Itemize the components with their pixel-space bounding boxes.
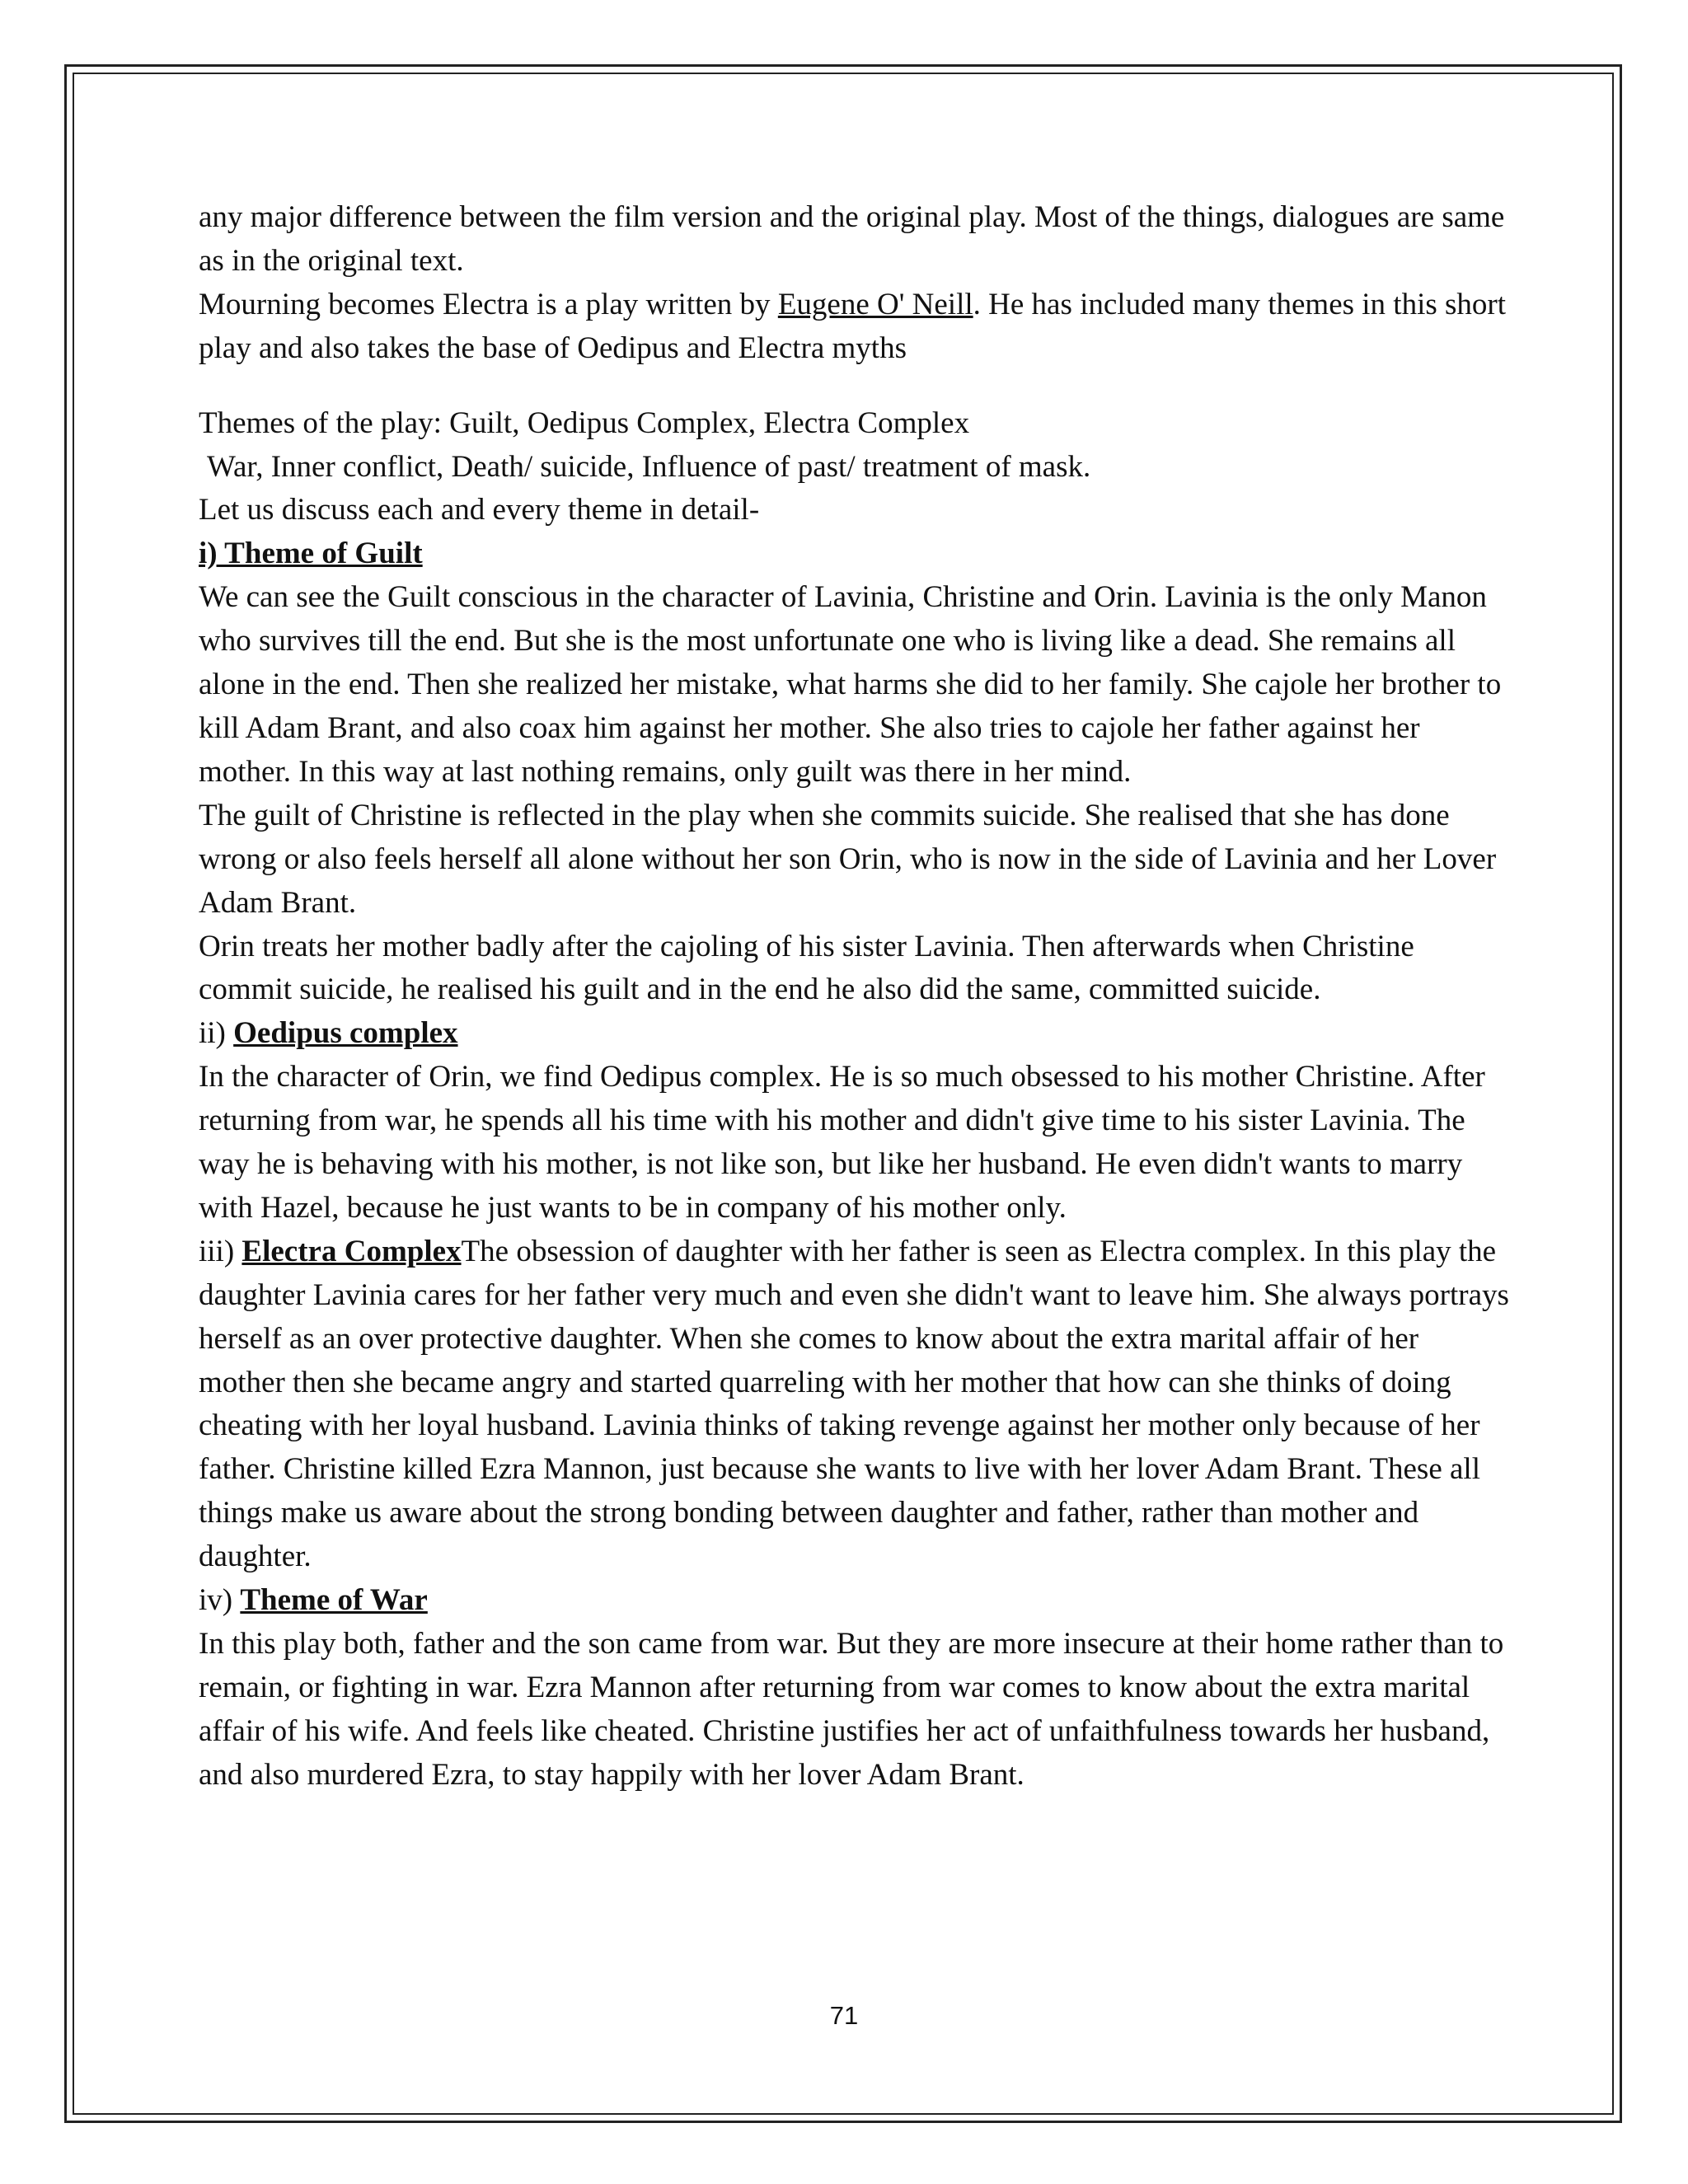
section-heading-war: Theme of War [240,1583,428,1618]
themes-list-line1: Themes of the play: Guilt, Oedipus Complex, Electra Complex [199,405,970,440]
themes-list-line2: War, Inner conflict, Death/ suicide, Influence of past/ treatment of mask. [207,449,1091,484]
section-heading-oedipus-line [199,1012,1509,1056]
section-heading-guilt: i) Theme of Guilt [199,537,423,571]
section-prefix: iv) [199,1583,241,1618]
electra-paragraph [199,1230,1509,1579]
page-number: 71 [829,2001,859,2030]
war-paragraph: In this play both, father and the son came from war. But they are more insecure at their home rather than to remain, or fighting in war. Ezra Mannon after returning from war comes to know about the extra marital affair of his wife. And feels like cheated. Christine justifies her act of unfaithfulness towards her husband, and also murdered Ezra, to stay happily with her lover Adam Brant. [199,1627,1504,1792]
section-prefix: iii) [199,1234,242,1268]
author-link[interactable]: Eugene O' Neill [777,287,973,321]
intro-paragraph: any major difference between the film version and the original play. Most of the things, dialogues are same as in the original text. [199,200,1505,278]
document-body [199,196,1509,1797]
paragraph-gap [199,371,1509,402]
intro-author-paragraph [199,284,1509,371]
intro-text-after-link: . He has included many themes in this short play and also takes the base of Oedipus and Electra myths [199,287,1507,365]
oedipus-paragraph: In the character of Orin, we find Oedipus complex. He is so much obsessed to his mother Christine. After returning from war, he spends all his time with his mother and didn't give time to his sister Lavinia. The way he is behaving with his mother, is not like son, but like her husband. He even didn't wants to marry with Hazel, because he just wants to be in company of his mother only. [199,1060,1485,1225]
intro-text-before-link: Mourning becomes Electra is a play written by [199,287,778,321]
guilt-paragraph-lavinia: We can see the Guilt conscious in the character of Lavinia, Christine and Orin. Lavinia is the only Manon who survives till the end. But she is the most unfortunate one who is living like a dead. She remains all alone in the end. Then she realized her mistake, what harms she did to her family. She cajole her brother to kill Adam Brant, and also coax him against her mother. She also tries to cajole her father against her mother. In this way at last nothing remains, only guilt was there in her mind. [199,580,1502,789]
section-heading-war-line [199,1579,1509,1623]
section-heading-electra: Electra Complex [241,1234,462,1268]
themes-intro-line3: Let us discuss each and every theme in detail- [199,493,760,527]
electra-text: The obsession of daughter with her father is seen as Electra complex. In this play the daughter Lavinia cares for her father very much and even she didn't want to leave him. She always portrays herself as an over protective daughter. When she comes to know about the extra marital affair of her mother then she became angry and started quarreling with her mother that how can she thinks of doing cheating with her loyal husband. Lavinia thinks of taking revenge against her mother only because of her father. Christine killed Ezra Mannon, just because she wants to live with her lover Adam Brant. These all things make us aware about the strong bonding between daughter and father, rather than mother and daughter. [199,1234,1509,1574]
guilt-paragraph-christine: The guilt of Christine is reflected in the play when she commits suicide. She realised that she has done wrong or also feels herself all alone without her son Orin, who is now in the side of Lavinia and her Lover Adam Brant. [199,798,1497,920]
section-heading-oedipus: Oedipus complex [233,1016,458,1051]
guilt-paragraph-orin: Orin treats her mother badly after the cajoling of his sister Lavinia. Then afterwards when Christine commit suicide, he realised his guilt and in the end he also did the same, committed suicide. [199,929,1414,1007]
section-prefix: ii) [199,1016,234,1051]
